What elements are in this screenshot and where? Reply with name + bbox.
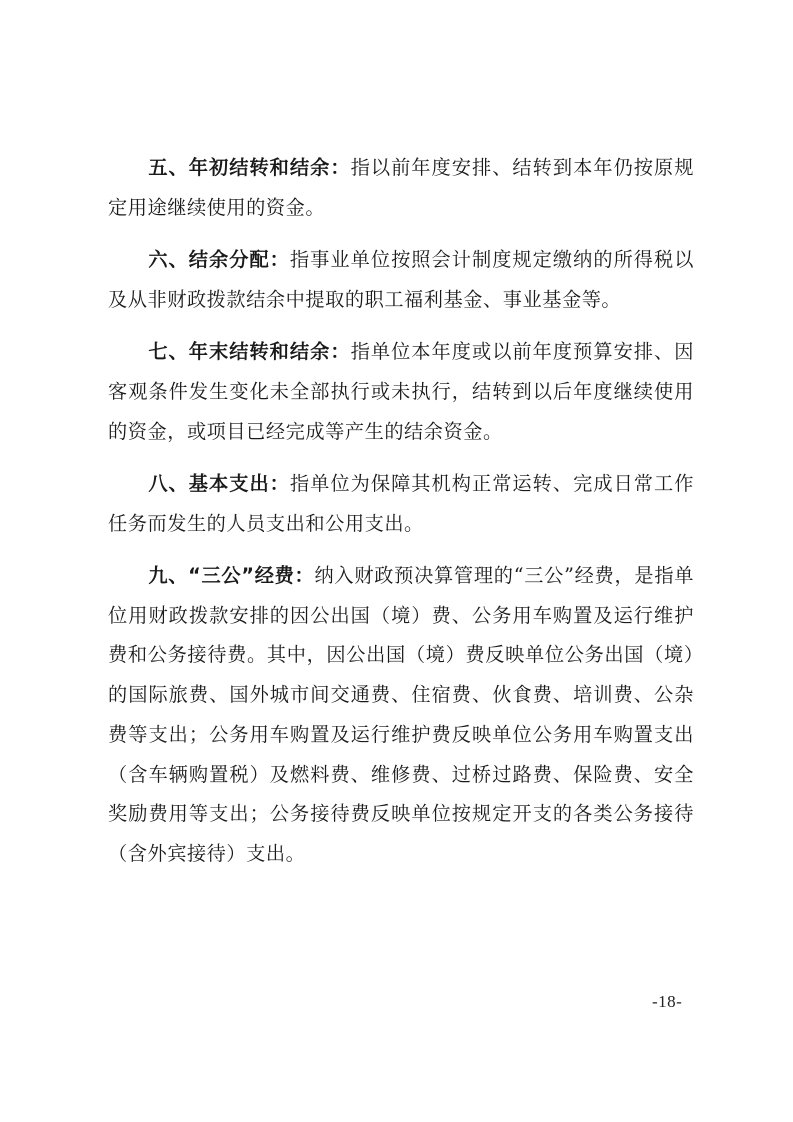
- paragraph-carryover-beginning: [108, 148, 694, 227]
- definition-carryover-end: 指单位本年度或以前年度预算安排、因客观条件发生变化未全部执行或未执行，结转到以后年度继续使用的资金，或项目已经完成等产生的结余资金。: [108, 340, 695, 443]
- definition-basic-expenditure: 指单位为保障其机构正常运转、完成日常工作任务而发生的人员支出和公用支出。: [108, 471, 694, 535]
- paragraph-three-public-expenses: [108, 556, 694, 874]
- paragraph-basic-expenditure: [108, 464, 694, 543]
- paragraph-surplus-distribution: [108, 240, 694, 319]
- term-carryover-beginning: 五、年初结转和结余：: [148, 156, 351, 179]
- document-body: [108, 148, 694, 886]
- paragraph-carryover-end: [108, 332, 694, 451]
- term-basic-expenditure: 八、基本支出：: [148, 471, 290, 495]
- term-carryover-end: 七、年末结转和结余：: [148, 340, 351, 364]
- definition-three-public-expenses: 纳入财政预决算管理的“三公”经费，是指单位用财政拨款安排的因公出国（境）费、公务用车购置及运行维护费和公务接待费。其中，因公出国（境）费反映单位公务出国（境）的国际旅费、国外城市间交通费、住宿费、伙食费、培训费、公杂费等支出；公务用车购置及运行维护费反映单位公务用车购置支出（含车辆购置税）及燃料费、维修费、过桥过路费、保险费、安全奖励费用等支出；公务接待费反映单位按规定开支的各类公务接待（含外宾接待）支出。: [108, 564, 694, 865]
- term-surplus-distribution: 六、结余分配：: [148, 248, 290, 272]
- page-number: -18-: [652, 992, 683, 1011]
- term-three-public-expenses: 九、“三公”经费：: [148, 564, 315, 588]
- definition-surplus-distribution: 指事业单位按照会计制度规定缴纳的所得税以及从非财政拨款结余中提取的职工福利基金、事业基金等。: [108, 248, 694, 311]
- definition-carryover-beginning: 指以前年度安排、结转到本年仍按原规定用途继续使用的资金。: [108, 156, 695, 219]
